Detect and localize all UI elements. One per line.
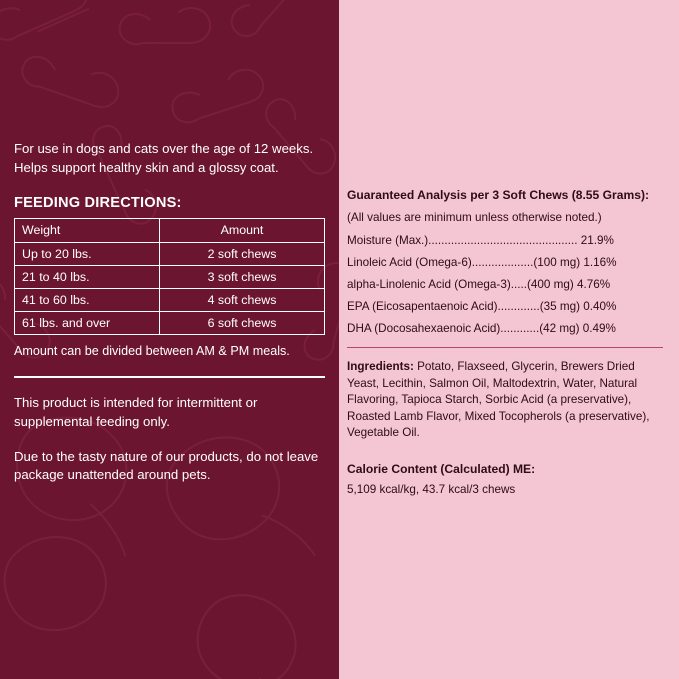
ingredients-block: [347, 359, 663, 442]
section-divider: [14, 376, 325, 378]
intermittent-feeding-statement: This product is intended for intermittent or supplemental feeding only.: [14, 395, 258, 429]
horizontal-rule: [347, 347, 663, 348]
guaranteed-analysis-title: Guaranteed Analysis per 3 Soft Chews (8.55 Grams):: [347, 188, 649, 202]
table-header-row: [15, 219, 325, 242]
calorie-content-value: 5,109 kcal/kg, 43.7 kcal/3 chews: [347, 483, 516, 497]
left-content: [0, 0, 339, 485]
cell-amount: 6 soft chews: [160, 311, 325, 334]
cell-weight: 41 to 60 lbs.: [15, 288, 160, 311]
guaranteed-analysis-subtitle: (All values are minimum unless otherwise noted.): [347, 211, 602, 224]
right-panel: [339, 0, 679, 679]
ingredients-text: Potato, Flaxseed, Glycerin, Brewers Dried Yeast, Lecithin, Salmon Oil, Maltodextrin, Water, Natural Flavoring, Tapioca Starch, Sorbic Acid (a preservative), Roasted Lamb Flavor, Mixed Tocopherols (a preservative), Vegetable Oil.: [347, 360, 650, 440]
column-header-amount: Amount: [160, 219, 325, 242]
ingredients-label: Ingredients:: [347, 360, 414, 373]
table-row: [15, 311, 325, 334]
analysis-row-alpha-linolenic-acid: alpha-Linolenic Acid (Omega-3).....(400 mg) 4.76%: [347, 278, 611, 291]
storage-warning-statement: Due to the tasty nature of our products, do not leave package unattended around pets.: [14, 448, 319, 483]
cell-weight: Up to 20 lbs.: [15, 242, 160, 265]
feeding-note: Amount can be divided between AM & PM meals.: [14, 344, 290, 359]
column-header-weight: Weight: [15, 219, 160, 242]
table-row: [15, 242, 325, 265]
cell-amount: 3 soft chews: [160, 265, 325, 288]
analysis-row-dha: DHA (Docosahexaenoic Acid)............(42 mg) 0.49%: [347, 322, 616, 335]
feeding-directions-table: [14, 218, 325, 335]
analysis-row-linoleic-acid: Linoleic Acid (Omega-6)...................(100 mg) 1.16%: [347, 256, 617, 269]
cell-amount: 2 soft chews: [160, 242, 325, 265]
left-panel: [0, 0, 339, 679]
cell-weight: 61 lbs. and over: [15, 311, 160, 334]
feeding-directions-title: FEEDING DIRECTIONS:: [14, 195, 182, 212]
right-content: [339, 0, 679, 496]
calorie-content-title: Calorie Content (Calculated) ME:: [347, 462, 536, 477]
cell-weight: 21 to 40 lbs.: [15, 265, 160, 288]
analysis-row-epa: EPA (Eicosapentaenoic Acid).............(35 mg) 0.40%: [347, 300, 617, 313]
analysis-row-moisture: Moisture (Max.).............................................. 21.9%: [347, 234, 614, 247]
table-row: [15, 288, 325, 311]
intro-text: For use in dogs and cats over the age of 12 weeks. Helps support healthy skin and a glossy coat.: [14, 141, 314, 175]
cell-amount: 4 soft chews: [160, 288, 325, 311]
table-row: [15, 265, 325, 288]
